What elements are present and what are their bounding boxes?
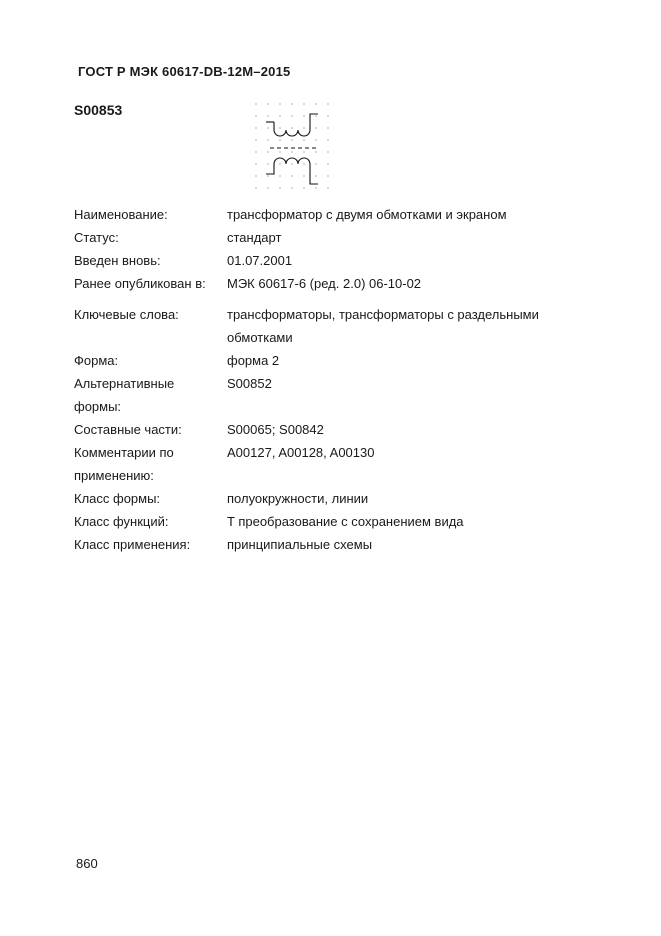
field-value: трансформатор с двумя обмотками и экраном: [227, 207, 507, 222]
field-label: Класс функций:: [74, 514, 169, 529]
field-row: [74, 303, 594, 349]
field-value: трансформаторы, трансформаторы с раздельными обмотками: [227, 307, 539, 345]
transformer-two-windings-screen-icon: [250, 100, 334, 196]
field-value: 01.07.2001: [227, 253, 293, 268]
field-value: МЭК 60617-6 (ред. 2.0) 06-10-02: [227, 276, 422, 291]
field-row: [74, 249, 594, 272]
field-value: S00852: [227, 376, 272, 391]
field-row: [74, 418, 594, 441]
field-label: Класс формы:: [74, 491, 161, 506]
field-value: форма 2: [227, 353, 280, 368]
field-label: Введен вновь:: [74, 253, 161, 268]
field-value: S00065; S00842: [227, 422, 324, 437]
document-header: ГОСТ Р МЭК 60617-DB-12M–2015: [78, 64, 291, 79]
field-label: Класс применения:: [74, 537, 191, 552]
field-row: [74, 226, 594, 249]
field-value: A00127, A00128, A00130: [227, 445, 375, 460]
field-label: Форма:: [74, 353, 119, 368]
field-row: [74, 487, 594, 510]
field-value: стандарт: [227, 230, 282, 245]
field-label: Ранее опубликован в:: [74, 276, 206, 291]
field-row: [74, 203, 594, 226]
symbol-code: S00853: [74, 102, 123, 118]
field-list: [74, 203, 594, 556]
field-row: [74, 272, 594, 295]
field-row: [74, 510, 594, 533]
field-value: принципиальные схемы: [227, 537, 373, 552]
field-label: Комментарии по применению:: [74, 445, 174, 483]
field-value: полуокружности, линии: [227, 491, 369, 506]
field-row: [74, 372, 594, 418]
field-row: [74, 441, 594, 487]
page-number: 860: [76, 856, 98, 871]
field-label: Альтернативные формы:: [74, 376, 175, 414]
field-value: T преобразование с сохранением вида: [227, 514, 464, 529]
field-row: [74, 533, 594, 556]
field-label: Наименование:: [74, 207, 168, 222]
field-label: Ключевые слова:: [74, 307, 179, 322]
field-row: [74, 349, 594, 372]
field-label: Статус:: [74, 230, 119, 245]
field-label: Составные части:: [74, 422, 182, 437]
